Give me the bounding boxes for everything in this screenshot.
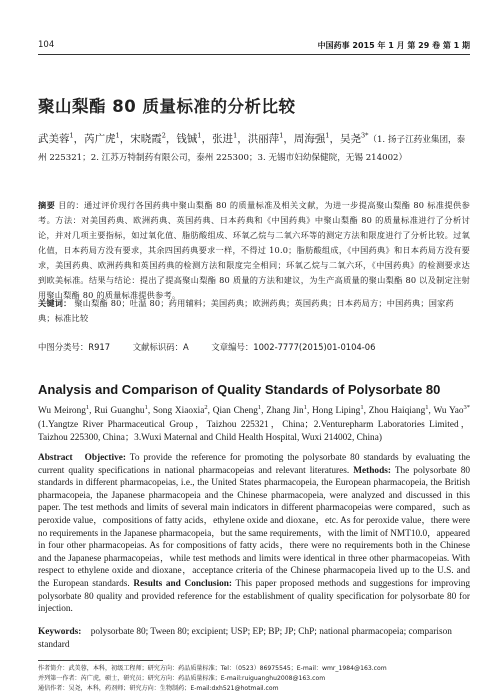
en-author	[312, 403, 364, 416]
cn-author-name: 洪丽萍	[247, 133, 280, 145]
en-author-name: Wu Yao	[433, 406, 464, 416]
en-author-name: Qian Cheng	[212, 406, 258, 416]
cn-author	[176, 133, 201, 145]
en-keywords-text: polysorbate 80; Tween 80; excipient; USP; EP; BP; JP; ChP; national pharmacopeia; comparison standard	[38, 627, 452, 650]
en-author-affiliation-mark: 2	[204, 403, 208, 411]
cn-keywords-text: 聚山梨酯 80；吐温 80；药用辅料；美国药典；欧洲药典；英国药典；日本药局方；中国药典；国家药典；标准比较	[38, 298, 454, 323]
en-author-name: Song Xiaoxia	[152, 406, 205, 416]
en-author	[212, 403, 262, 416]
en-author-list: Wu Meirong$^1$, Rui Guanghu$^1$, Song Xiaoxia$^2$, Qian Cheng$^1$, Zhang Jin$^1$, Hong Liping$^1$, Zhou Haiqiang$^1$, Wu Yao$^{3*}$	[38, 403, 471, 416]
methods-text: The polysorbate 80 standards in different pharmacopeias, i.e., the United States pharmacopeia, the European pharmacopeia, the British pharmacopeia, the Japanese pharmacopeia and the Chinese pharmacopeia, were analyzed and discussed in this paper. The test methods and limits of several main indicators in different pharmacopeias were compared，such as peroxide value，compositions of fatty acids，ethylene oxide and dioxane，etc. As for peroxide value，there were no requirements in the Japanese pharmacopeia，but the same requirements，with the limit of NMT10.0，appeared in four other pharmacopeias. As for compositions of fatty acids，there were no requirements both in the Chinese and the Japanese pharmacopeias，while test methods and limits were identical in three other pharmacopeias. With respect to ethylene oxide and dioxane，acceptance criteria of the Chinese pharmacopeia lived up to the U.S. and the European standards.	[38, 465, 470, 589]
en-author-affiliation-mark: 3*	[463, 403, 471, 411]
cn-author-name: 武美蓉	[38, 133, 70, 145]
running-header	[38, 40, 470, 55]
cn-keywords	[38, 296, 470, 326]
methods-label: Methods:	[353, 465, 391, 476]
cn-author	[294, 133, 330, 145]
en-author	[38, 403, 90, 416]
cn-author	[84, 133, 120, 145]
cn-keywords-label: 关键词：	[38, 298, 72, 308]
cn-author-affiliation-mark: 2	[161, 131, 166, 140]
en-abstract	[38, 452, 470, 616]
en-author-name: Wu Meirong	[38, 406, 86, 416]
en-author	[433, 403, 471, 416]
en-author-name: Rui Guanghu	[94, 406, 145, 416]
article-number: 文章编号：1002-7777(2015)01-0104-06	[211, 342, 376, 352]
cn-author-affiliation-mark: 3*	[360, 131, 369, 140]
en-author-name: Zhou Haiqiang	[368, 406, 426, 416]
results-text: This paper proposed methods and suggestions for improving polysorbate 80 quality and provided reference for the establishment of quality specification for polysorbate 80 for injection.	[38, 578, 471, 615]
en-keywords	[38, 626, 470, 651]
classification-line	[38, 341, 470, 353]
footnote-divider	[38, 660, 163, 661]
cn-author-name: 张进	[212, 133, 234, 145]
cn-author	[130, 133, 166, 145]
footnotes	[38, 664, 470, 694]
cn-author-name: 钱铖	[176, 133, 198, 145]
en-author	[266, 403, 307, 416]
en-author-affiliation-mark: 1	[85, 403, 90, 411]
results-label: Results and Conclusion:	[133, 578, 233, 589]
cn-author	[38, 133, 74, 145]
en-author-affiliation-mark: 1	[425, 403, 429, 411]
document-code: 文献标识码：A	[132, 342, 189, 352]
en-title: Analysis and Comparison of Quality Standards of Polysorbate 80	[38, 382, 441, 397]
cn-author-affiliation-mark: 1	[279, 131, 284, 140]
en-author	[94, 403, 148, 416]
en-author-name: Hong Liping	[312, 406, 361, 416]
en-keywords-label: Keywords:	[38, 627, 82, 637]
objective-label: Objective:	[84, 453, 126, 463]
cn-author-affiliation-mark: 1	[325, 131, 330, 140]
cn-author-name: 周海强	[293, 133, 326, 145]
cn-author	[212, 133, 237, 145]
en-abstract-label: Abstract	[38, 453, 73, 463]
cn-author-block	[38, 131, 470, 167]
cn-author-list: 武美蓉$^1$，芮广虎$^1$，宋晓霞$^2$，钱铖$^1$，张进$^1$，洪丽萍$^1$，周海强$^1$，吴尧$^{3*}$	[38, 131, 369, 145]
cn-author-name: 吴尧	[339, 133, 361, 145]
en-affiliations: (1.Yangtze River Pharmaceutical Group，Taizhou 225321，China；2.Venturepharm Laboratories Limited，Taizhou 225300, China；3.Wuxi Maternal and Child Health Hospital, Wuxi 214002, China)	[38, 419, 470, 443]
page-number: 104	[38, 40, 55, 50]
journal-line: 中国药事 2015 年 1 月 第 29 卷 第 1 期	[317, 41, 470, 50]
en-author	[152, 403, 208, 416]
cn-author-name: 宋晓霞	[130, 133, 162, 145]
clc-number: 中图分类号：R917	[38, 342, 111, 352]
en-author	[368, 403, 429, 416]
cn-author-affiliation-mark: 1	[69, 131, 74, 140]
cn-author-affiliation-mark: 1	[197, 131, 202, 140]
cn-abstract-text: 目的：通过评价现行各国药典中聚山梨酯 80 的质量标准及相关文献，为进一步提高聚山梨酯 80 标准提供参考。方法：对美国药典、欧洲药典、英国药典、日本药典和《中国药典》中聚山梨酯 80 的质量标准进行了分析讨论，并对几项主要指标，如过氧化值、脂肪酸组成、环氧乙烷与二氧六环等的测定方法和限度进行了分析比较。过氧化值，日本药局方没有要求，其余四国药典要求一样，不得过 10.0；脂肪酸组成，《中国药典》和日本药局方没有要求，美国药典、欧洲药典和英国药典的检测方法和限度完全相同；环氧乙烷与二氧六环，《中国药典》的检测要求达到欧美标准。结果与结论：提出了提高聚山梨酯 80 质量的方法和建议，为生产高质量的聚山梨酯 80 以及制定注射用聚山梨酯 80 的质量标准提供参考。	[38, 200, 470, 300]
cn-title: 聚山梨酯 80 质量标准的分析比较	[38, 97, 296, 116]
cn-author	[248, 133, 284, 145]
en-author-affiliation-mark: 1	[257, 403, 262, 411]
en-author-affiliation-mark: 1	[360, 403, 364, 411]
cn-author	[340, 133, 368, 145]
en-author-affiliation-mark: 1	[144, 403, 148, 411]
footnote-first-author: 作者简介：武美蓉，本科，初级工程师；研究方向：药品质量标准；Tel：（0523）86975545；E-mail：wmr_1984@163.com	[38, 665, 387, 672]
cn-author-affiliation-mark: 1	[233, 131, 238, 140]
cn-author-name: 芮广虎	[84, 133, 116, 145]
cn-affiliations: （1. 扬子江药业集团，泰州 225321；2. 江苏万特制药有限公司，泰州 225300；3. 无锡市妇幼保健院，无锡 214002）	[38, 135, 466, 163]
cn-author-affiliation-mark: 1	[115, 131, 120, 140]
cn-abstract-label: 摘要	[38, 200, 56, 210]
en-author-affiliation-mark: 1	[303, 403, 307, 411]
en-author-block	[38, 405, 470, 446]
footnote-co-first-author: 并列第一作者：芮广虎，硕士，研究员；研究方向：药品质量标准；E-mail:ruiguanghu2008@163.com	[38, 675, 326, 682]
objective-text: To provide the reference for promoting the polysorbate 80 standards by evaluating the current quality specifications in national pharmacopeias and relevant literatures.	[38, 453, 470, 476]
footnote-corresponding-author: 通信作者：吴尧，本科，药剂师；研究方向：生物制药；E-mail:dxh521@hotmail.com	[38, 685, 279, 692]
cn-abstract	[38, 198, 470, 303]
en-author-name: Zhang Jin	[266, 406, 304, 416]
